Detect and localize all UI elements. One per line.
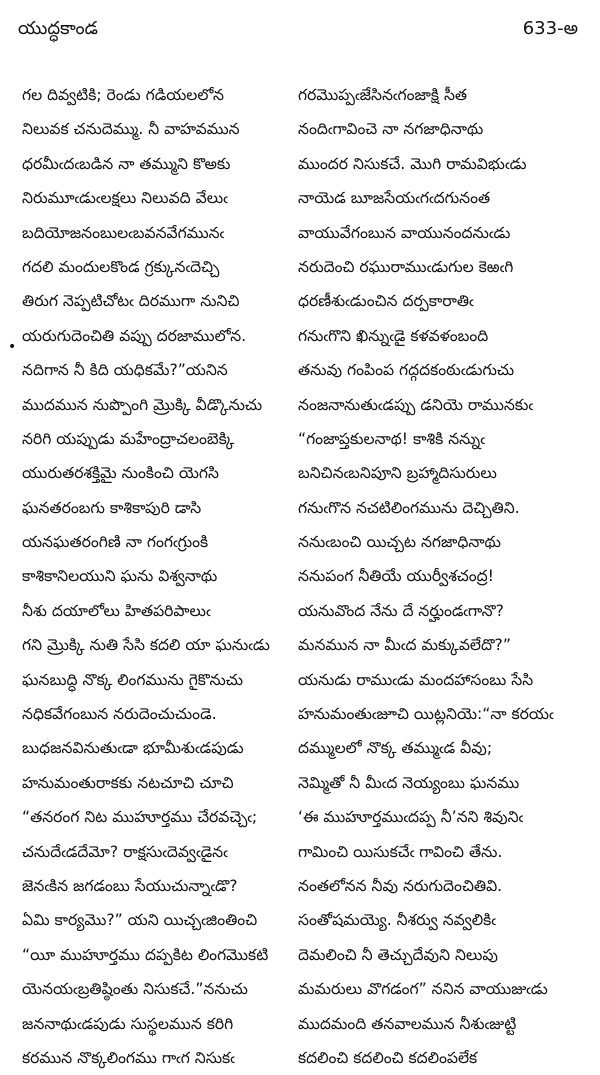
verse-line: గనుఁగొన నచటిలింగమును దెచ్చితిని. [298, 498, 520, 517]
verse-line: నందిఁగావించె నా నగజాధినాథు [298, 120, 484, 139]
verse-line: యనఘతరంగిణి నా గంగఁగ్రుంకి [22, 533, 209, 552]
verse-line: గదలి మందులకొండ గ్రక్కునఁదెచ్చి [22, 257, 220, 276]
verse-line: బుధజనవినుతుఁడా భూమీశుఁడపుడు [22, 739, 244, 758]
verse-line: ముందర నిసుకచే. మొగి రామవిభుఁడు [298, 154, 527, 173]
verse-line: యనుడు రాముఁడు మందహాసంబు సేసి [298, 670, 534, 689]
verse-line: “యీ ముహూర్తము దప్పకిట లింగమొకటి [22, 945, 269, 964]
verse-line: కరమున నొక్కలింగము గాఁగ నిసుకఁ [22, 1048, 235, 1067]
verse-line: హనుమంతురాకకు నటచూచి చూచి [22, 773, 234, 792]
verse-line: గని మ్రొక్కి నుతి సేసి కదలి యా ఘనుఁడు [22, 636, 270, 655]
verse-line: మనమున నా మీఁద మక్కువలేదొ?” [298, 636, 511, 655]
page-number: 633-అ [522, 18, 578, 39]
verse-line: నెమ్మితో నీ మీఁద నెయ్యంబు ఘనము [298, 773, 520, 792]
verse-line: జననాథుఁడపుడు సుస్థలమున కరిగి [22, 1014, 234, 1033]
verse-line: నంతలోనన నీవు నరుగుదెంచితివి. [298, 876, 503, 895]
margin-dot: • [8, 339, 17, 355]
verse-line: యెనయఁబ్రతిష్ఠింతు నిసుకచే.”ననుచు [22, 980, 248, 999]
verse-line: నంజనానుతుఁడప్పు డనియె రామునకుఁ [298, 395, 533, 414]
verse-line: చనుదేఁడదేమో? రాక్షసుఁదెవ్వఁడైనఁ [22, 842, 228, 861]
verse-line: యనువొంద నేను దే నర్హుండఁగానొ? [298, 601, 504, 620]
verse-line: బదియోజనంబులఁబవనవేగమునఁ [22, 223, 225, 242]
verse-line: నీశు దయాలోలు హితపరిపాలుఁ [22, 601, 211, 620]
verse-line: “తనరంగ నిట ముహూర్తము చేరవచ్చెఁ; [22, 808, 258, 827]
verse-line: బనిచినఁబనిపూని బ్రహ్మాదిసురులు [298, 464, 497, 483]
verse-line: గల దివ్వటికి; రెండు గడియలలోన [22, 86, 224, 104]
verse-line: గామించి యిసుకచేఁ గావించి తేను. [298, 842, 503, 861]
verse-line: తిరుగ నెప్పటిచోటఁ దిరముగా నునిచి [22, 292, 240, 311]
verse-line: తనువు గంపింప గద్గదకంఠుఁడుగుచు [298, 361, 515, 380]
verse-line: జెనఁకిన జగడంబు సేయుచున్నాఁడొ? [22, 876, 238, 895]
verse-line: సంతోషమయ్యె. నీశర్వు నవ్వలికిఁ [298, 911, 496, 930]
verse-line: నిలువక చనుదెమ్ము. నీ వాహవమున [22, 120, 240, 139]
verse-line: మమరులు వొగడంగ” ననిన వాయుజుఁడు [298, 980, 548, 999]
verse-line: గనుఁగొని ఖిన్నుఁడై కళవళంబంది [298, 326, 489, 345]
verse-line: ననుఁబంచి యిచ్చట నగజాధినాథు [298, 533, 501, 552]
verse-line: ధరమీఁదఁబడిన నా తమ్ముని కొఅకు [22, 154, 231, 173]
verse-line: ఘనతరంబగు కాశికాపురి డాసి [22, 498, 202, 517]
verse-line: నిరుమూఁడుఁలక్షలు నిలువది వేలుఁ [22, 189, 228, 208]
verse-line: నదిగాన నీ కిది యధికమే?”యనిన [22, 361, 228, 380]
right-column [298, 78, 588, 1075]
verse-line: కదలించి కదలించి కదలింపలేక [298, 1048, 478, 1067]
verse-line: గరమొప్పఁజేసినఁగంజాక్షి సీత [298, 86, 468, 104]
verse-line: వాయువేగంబున వాయునందనుఁడు [298, 223, 511, 242]
left-column [22, 78, 284, 1075]
verse-line: నరిగి యప్పుడు మహేంద్రాచలంబెక్కి [22, 429, 235, 448]
verse-line: ఘనబుద్ధి నొక్క లింగమును గైకొనుచు [22, 670, 244, 689]
verse-line: “గంజాప్తకులనాథ! కాశికి నన్నుఁ [298, 429, 485, 448]
verse-line: దమ్ములలో నొక్క తమ్ముఁడ వీవు; [298, 739, 493, 758]
running-header-title: యుద్ధకాండ [18, 18, 98, 39]
verse-line: యరుగుదెంచితి వప్పు దరజాములోన. [22, 326, 247, 345]
verse-line: దెమలించి నీ తెచ్చుదేవుని నిలుపు [298, 945, 498, 964]
verse-line: ననుపంగ నీతియే యుర్వీశచంద్ర! [298, 567, 494, 586]
verse-line: యురుతరశక్తిమై నుంకించి యెగసి [22, 464, 219, 483]
verse-line: ముదమున నుప్పొంగి మ్రొక్కి వీడ్కొనుచు [22, 395, 263, 414]
verse-line: కాశికానిలయుని ఘను విశ్వనాథు [22, 567, 218, 586]
verse-line: హనుమంతుఁజూచి యిట్లనియె:“నా కరయఁ [298, 705, 554, 724]
verse-line: ధరణీశుఁడుంచిన దర్పకారాతిఁ [298, 292, 474, 311]
verse-line: నాయెడ బూజసేయఁగఁదగునంత [298, 189, 491, 208]
verse-line: ‘ఈ ముహూర్తముఁదప్ప నీ’నని శివునిఁ [298, 808, 524, 827]
verse-line: ఏమి కార్యమొ?” యని యిచ్చఁజింతించి [22, 911, 258, 930]
verse-line: ముదమంది తనవాలమున నీశుఁజుట్టి [298, 1014, 517, 1033]
verse-line: నధికవేగంబున నరుదెంచుచుండె. [22, 705, 217, 724]
verse-line: నరుదెంచి రఘురాముఁడుగుల కెఱఁగి [298, 257, 514, 276]
